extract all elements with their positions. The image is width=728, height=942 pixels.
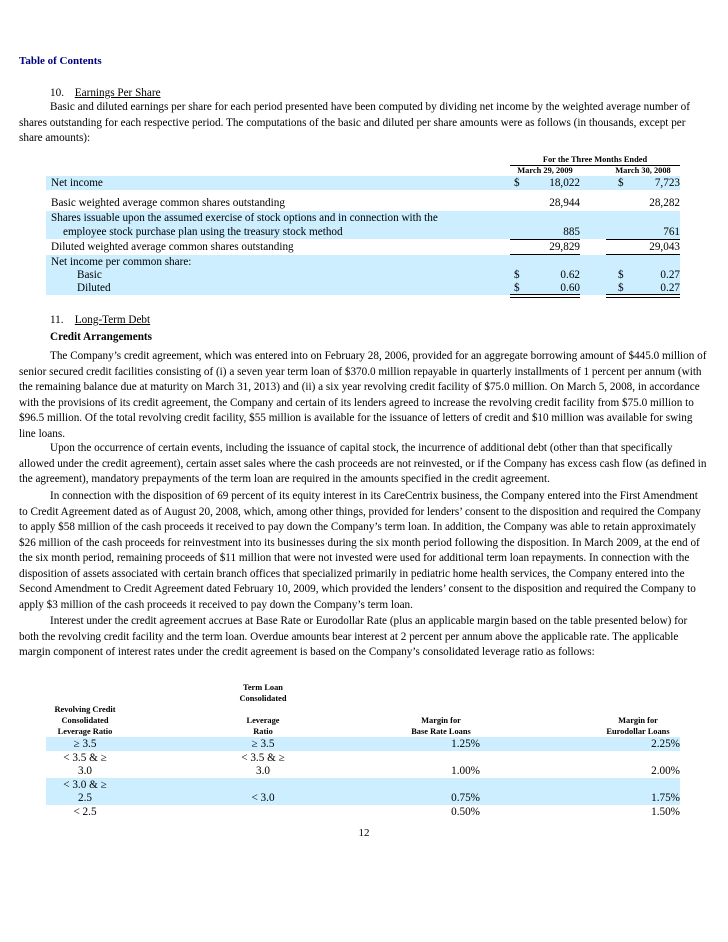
section-title: Earnings Per Share — [74, 87, 161, 99]
eurodollar-header: Margin for Eurodollar Loans — [606, 716, 670, 736]
credit-arrangements-heading: Credit Arrangements — [50, 331, 153, 343]
eps-col2-header: March 30, 2008 — [615, 166, 671, 175]
eps-col1-header: March 29, 2009 — [517, 166, 573, 175]
eps-row-net-income: Net income $ 18,022 $ 7,723 — [46, 176, 680, 190]
table-of-contents-link[interactable]: Table of Contents — [19, 55, 102, 67]
double-rule — [606, 294, 680, 298]
eps-row-basic: Basic $ 0.62 $ 0.27 — [46, 268, 680, 282]
eps-period-header: For the Three Months Ended — [542, 155, 648, 164]
double-rule — [510, 294, 580, 298]
section-10-heading — [50, 87, 161, 99]
eps-row-shares-issuable: Shares issuable upon the assumed exercise of stock options and in connection with the employee stock purchase plan using the treasury stock method 885 761 — [46, 211, 680, 239]
margin-row: 3.0 3.0 1.00% 2.00% — [78, 765, 680, 777]
page-number: 12 — [358, 827, 370, 839]
base-rate-header: Margin for Base Rate Loans — [411, 716, 471, 736]
section-title: Long-Term Debt — [74, 314, 151, 326]
credit-paragraph-1: The Company’s credit agreement, which was entered into on February 28, 2006, provided for an aggregate borrowing amount of $445.0 million of senior secured credit facilities consisting of (i) a seven year term loan of $370.0 million repayable in quarterly installments of 1 percent per annum (with the remaining balance due at maturity on March 31, 2013) and (ii) a six year revolving credit facility of $75.0 million. On March 5, 2008, in accordance with the provisions of its credit agreement, the Company and certain of its lenders agreed to increase the revolving credit facility from $75.0 million to $96.5 million. Of the total revolving credit facility, $55 million is available for the issuance of letters of credit and $10 million was available for swing line loans. — [19, 350, 707, 440]
eps-row-diluted: Diluted $ 0.60 $ 0.27 — [46, 281, 680, 295]
credit-paragraph-2: Upon the occurrence of certain events, including the issuance of capital stock, the incurrence of additional debt (other than that specifically allowed under the credit agreement), certain asset sales where the cash proceeds are not reinvested, or if the Company has excess cash flow (as defined in the agreement), mandatory prepayments of the term loan are required in the amounts specified in the credit agreement. — [19, 442, 707, 485]
revolving-ratio-header: Revolving Credit Consolidated Leverage Ratio — [54, 705, 116, 736]
eps-paragraph: Basic and diluted earnings per share for each period presented have been computed by dividing net income by the weighted average number of shares outstanding for each respective period. The computations of the basic and diluted per share amounts were as follows (in thousands, except per share amounts): — [19, 101, 690, 144]
eps-row-per-share-label: Net income per common share: — [46, 255, 680, 269]
margin-row: < 2.5 0.50% 1.50% — [73, 806, 680, 818]
section-number: 10. — [50, 87, 64, 99]
section-number: 11. — [50, 314, 64, 326]
credit-paragraph-3: In connection with the disposition of 69 percent of its equity interest in its CareCentrix business, the Company entered into the First Amendment to Credit Agreement dated as of August 20, 2008, which, among other things, provided for lenders’ consent to the disposition and required the Company to apply $58 million of the cash proceeds it received to pay down the Company’s term loan. In addition, the Company was able to retain approximately $26 million of the cash proceeds for reinvestment into its businesses during the six month period following the disposition. In March 2009, at the end of the six month period, remaining proceeds of $11 million that were not invested were used for additional term loan repayments. In connection with the disposition of assets associated with certain branch offices that specialized primarily in pediatric home health services, the Company entered into the Second Amendment to Credit Agreement dated February 10, 2009, which provided the lenders’ consent to the disposition and required the Company to apply $3 million of the cash proceeds it received to pay down the Company’s term loan. — [19, 490, 701, 611]
margin-row: 2.5 < 3.0 0.75% 1.75% — [46, 791, 680, 805]
eps-row-basic-shares: Basic weighted average common shares outstanding 28,944 28,282 — [51, 197, 680, 209]
margin-row: < 3.5 & ≥ < 3.5 & ≥ — [63, 752, 285, 764]
margin-row: < 3.0 & ≥ — [46, 778, 680, 792]
term-loan-ratio-header: Term Loan Consolidated Leverage Ratio — [239, 683, 287, 736]
eps-row-diluted-shares: Diluted weighted average common shares outstanding 29,829 29,043 — [51, 241, 680, 253]
section-11-heading — [50, 314, 150, 326]
credit-paragraph-4: Interest under the credit agreement accrues at Base Rate or Eurodollar Rate (plus an applicable margin based on the table presented below) for both the revolving credit facility and the term loan. Overdue amounts bear interest at 2 percent per annum above the applicable rate. The applicable margin component of interest rates under the credit agreement is based on the Company’s consolidated leverage ratio as follows: — [19, 615, 688, 658]
margin-row: ≥ 3.5 ≥ 3.5 1.25% 2.25% — [46, 737, 680, 751]
